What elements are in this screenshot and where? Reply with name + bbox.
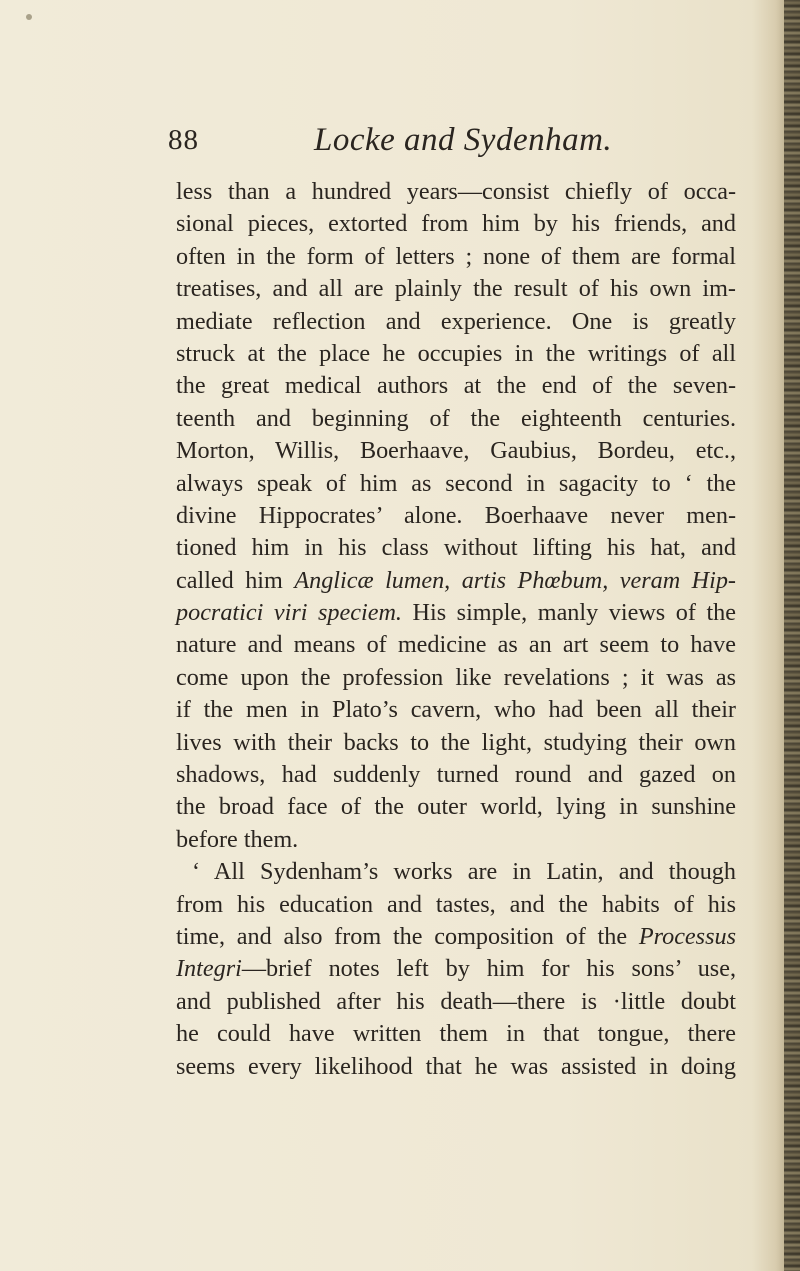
text-line: he could have written them in that tongue, there	[176, 1020, 736, 1048]
page-number: 88	[168, 124, 199, 156]
ink-speck	[26, 14, 32, 20]
text-line: struck at the place he occupies in the writings of all	[176, 339, 736, 367]
text-line: always speak of him as second in sagacity to ‘ the	[176, 469, 736, 497]
body-text	[176, 176, 736, 1083]
running-title: Locke and Sydenham.	[314, 122, 613, 158]
text-segment: —brief notes left by him for his sons’ use,	[241, 955, 736, 983]
text-line: seems every likelihood that he was assisted in doing	[176, 1052, 736, 1080]
text-line: treatises, and all are plainly the result of his own im-	[176, 275, 736, 303]
text-line: if the men in Plato’s cavern, who had been all their	[176, 696, 736, 724]
text-segment: His simple, manly views of the	[401, 599, 736, 627]
text-line: Morton, Willis, Boerhaave, Gaubius, Bordeu, etc.,	[176, 437, 736, 465]
text-line: lives with their backs to the light, studying their own	[176, 728, 736, 756]
text-line: come upon the profession like revelations ; it was as	[176, 663, 736, 691]
text-line: nature and means of medicine as an art seem to have	[176, 631, 736, 659]
text-line	[176, 565, 736, 597]
text-line: the broad face of the outer world, lying in sunshine	[176, 793, 736, 821]
text-line: often in the form of letters ; none of them are formal	[176, 242, 736, 270]
text-line: mediate reflection and experience. One is greatly	[176, 307, 736, 335]
text-line: from his education and tastes, and the habits of his	[176, 890, 736, 918]
text-segment: time, and also from the composition of the	[176, 922, 639, 950]
latin-title: Processus	[638, 922, 736, 950]
text-line: and published after his death—there is ·little doubt	[176, 987, 736, 1015]
text-line	[176, 953, 736, 985]
text-line: ‘ All Sydenham’s works are in Latin, and though	[192, 858, 736, 886]
latin-quote: Anglicæ lumen, artis Phœbum, veram Hip-	[294, 566, 736, 594]
page-header	[168, 124, 728, 168]
latin-title: Integri	[176, 955, 242, 983]
text-line: shadows, had suddenly turned round and gazed on	[176, 761, 736, 789]
latin-quote: pocratici viri speciem.	[176, 599, 402, 627]
text-line: the great medical authors at the end of the seven-	[176, 372, 736, 400]
text-line: teenth and beginning of the eighteenth centuries.	[176, 404, 736, 432]
page-edge	[784, 0, 800, 1271]
text-line	[176, 597, 736, 629]
text-line: before them.	[176, 825, 299, 853]
text-line: tioned him in his class without lifting his hat, and	[176, 534, 736, 562]
text-line	[176, 921, 736, 953]
text-line: less than a hundred years—consist chiefly of occa-	[176, 178, 736, 205]
text-line: sional pieces, extorted from him by his friends, and	[176, 210, 736, 238]
text-line: divine Hippocrates’ alone. Boerhaave never men-	[176, 501, 736, 529]
text-segment: called him	[176, 566, 295, 594]
